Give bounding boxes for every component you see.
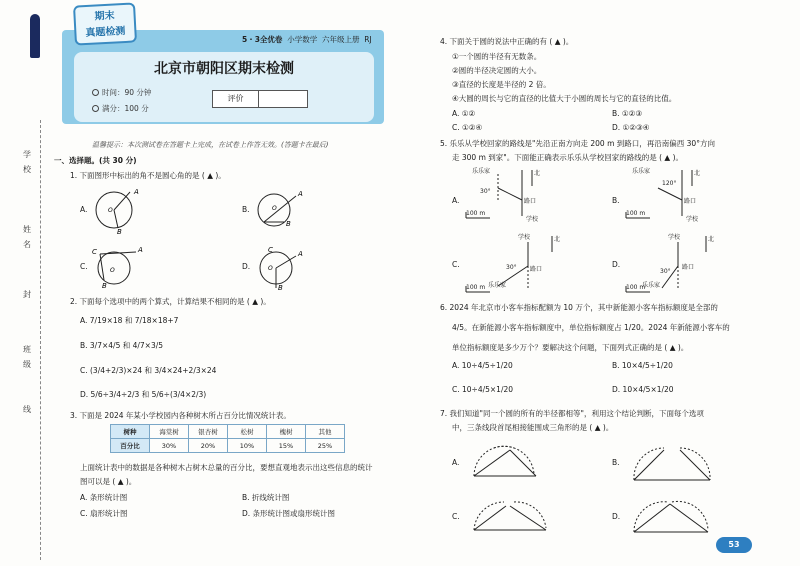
svg-text:B: B xyxy=(278,284,283,290)
binding-label: 班 xyxy=(23,345,31,354)
binding-cut-line xyxy=(40,120,41,560)
label-north: 北 xyxy=(554,236,561,243)
table-cell: 15% xyxy=(267,439,306,453)
label-home: 乐乐家 xyxy=(472,168,491,175)
label-angle: 30° xyxy=(480,188,491,195)
q2-option-c[interactable]: C. (3/4+2/3)×24 和 3/4×24+2/3×24 xyxy=(80,366,217,375)
exam-time xyxy=(92,87,151,98)
table-row xyxy=(111,439,345,453)
binding-label: 封 xyxy=(23,290,31,299)
svg-text:A: A xyxy=(138,246,143,254)
svg-text:C: C xyxy=(92,248,97,256)
q2-option-d[interactable]: D. 5/6÷3/4÷2/3 和 5/6÷(3/4×2/3) xyxy=(80,390,207,399)
q4-statement-4: ④大圆的周长与它的直径的比值大于小圆的周长与它的直径的比值。 xyxy=(452,94,677,103)
q2-option-b[interactable]: B. 3/7×4/5 和 4/7×3/5 xyxy=(80,341,164,350)
table-cell: 其他 xyxy=(306,425,345,439)
full-score xyxy=(92,103,149,114)
label-scale: 100 m xyxy=(626,284,646,291)
check-icon xyxy=(92,105,99,112)
binding-label: 级 xyxy=(23,360,31,369)
svg-text:A: A xyxy=(134,188,139,196)
svg-text:B: B xyxy=(117,228,122,234)
q3-option-a[interactable]: A. 条形统计图 xyxy=(80,493,128,502)
exam-type-tag xyxy=(73,2,137,45)
q3-text-1: 上面统计表中的数据是各种树木占树木总量的百分比，要想直观地表示出这些信息的统计 xyxy=(80,463,373,472)
q6-option-d[interactable]: D. 10×4/5×1/20 xyxy=(612,385,674,394)
label-north: 北 xyxy=(708,236,715,243)
warm-tip: 温馨提示：本次测试卷在答题卡上完成，在试卷上作答无效。(答题卡在最后) xyxy=(92,141,329,149)
question-2: 2. 下面每个选项中的两个算式，计算结果不相同的是 ( ▲ )。 xyxy=(70,297,271,306)
question-3: 3. 下面是 2024 年某小学校园内各种树木所占百分比情况统计表。 xyxy=(70,411,291,420)
q1-figure-a xyxy=(90,186,150,234)
q5-map-c xyxy=(462,232,582,294)
label-road: 路口 xyxy=(682,264,695,271)
time-text: 时间：90 分钟 xyxy=(102,88,152,97)
q4-option-d[interactable]: D. ①②③④ xyxy=(612,123,650,132)
page-title: 北京市朝阳区期末检测 xyxy=(154,61,294,77)
q5-option-b[interactable]: B. xyxy=(612,196,620,205)
binding-label: 名 xyxy=(23,240,31,249)
question-7-line1: 7. 我们知道"同一个圆的所有的半径都相等"，利用这个结论判断，下面每个选项 xyxy=(440,409,704,418)
label-road: 路口 xyxy=(530,266,543,273)
q4-option-b[interactable]: B. ①②③ xyxy=(612,109,643,118)
q3-option-c[interactable]: C. 扇形统计图 xyxy=(80,509,128,518)
rocket-icon xyxy=(30,14,40,58)
label-angle: 30° xyxy=(506,264,517,271)
q1-option-d[interactable]: D. xyxy=(242,262,251,271)
svg-text:O: O xyxy=(108,207,113,214)
q5-option-d[interactable]: D. xyxy=(612,260,621,269)
binding-label: 校 xyxy=(23,165,31,174)
q1-option-b[interactable]: B. xyxy=(242,205,250,214)
subject: 小学数学 xyxy=(287,35,318,44)
question-5-line2: 走 300 m 到家"。下面能正确表示乐乐从学校回家的路线的是 ( ▲ )。 xyxy=(452,153,683,162)
question-6-line2: 4/5。在新能源小客车指标额度中，单位指标额度占 1/20。2024 年新能源小客车的 xyxy=(452,323,730,332)
label-school: 学校 xyxy=(686,216,699,223)
binding-margin xyxy=(0,0,52,566)
q3-option-d[interactable]: D. 条形统计图或扇形统计图 xyxy=(242,509,336,518)
svg-text:A: A xyxy=(298,250,303,258)
table-cell: 百分比 xyxy=(111,439,150,453)
binding-label: 姓 xyxy=(23,225,31,234)
table-cell: 20% xyxy=(189,439,228,453)
q5-map-a xyxy=(462,166,582,226)
q7-option-a[interactable]: A. xyxy=(452,458,460,467)
q5-map-d xyxy=(622,232,742,294)
score-box[interactable] xyxy=(212,90,308,108)
q7-figure-b xyxy=(624,440,734,490)
table-cell: 树种 xyxy=(111,425,150,439)
question-1: 1. 下面图形中标出的角不是圆心角的是 ( ▲ )。 xyxy=(70,171,226,180)
q1-figure-d xyxy=(252,244,312,290)
grade: 六年级上册 xyxy=(322,35,360,44)
q4-statement-2: ②圆的半径决定圆的大小。 xyxy=(452,66,542,75)
table-cell: 海棠树 xyxy=(150,425,189,439)
label-road: 路口 xyxy=(524,198,537,205)
q7-figure-a xyxy=(464,440,574,490)
question-5-line1: 5. 乐乐从学校回家的路线是"先沿正南方向走 200 m 到路口，再沿南偏西 30°方向 xyxy=(440,139,715,148)
svg-text:A: A xyxy=(298,190,303,198)
table-cell: 银杏树 xyxy=(189,425,228,439)
binding-label: 线 xyxy=(23,405,31,414)
score-text: 满分：100 分 xyxy=(102,104,149,113)
label-north: 北 xyxy=(694,170,701,177)
tag-line2: 真题检测 xyxy=(85,25,126,40)
table-cell: 30% xyxy=(150,439,189,453)
q7-figure-c xyxy=(464,496,574,546)
label-home: 乐乐家 xyxy=(632,168,651,175)
label-scale: 100 m xyxy=(466,284,486,291)
svg-text:O: O xyxy=(272,205,277,212)
label-home: 乐乐家 xyxy=(642,282,661,289)
question-7-line2: 中，三条线段首尾相接能围成三角形的是 ( ▲ )。 xyxy=(452,423,614,432)
q3-text-2: 图可以是 ( ▲ )。 xyxy=(80,477,137,486)
q4-statement-1: ①一个圆的半径有无数条。 xyxy=(452,52,542,61)
label-school: 学校 xyxy=(518,234,531,241)
svg-text:C: C xyxy=(268,246,273,254)
svg-text:O: O xyxy=(110,267,115,274)
clock-icon xyxy=(92,89,99,96)
section-title: 一、选择题。(共 30 分) xyxy=(54,156,137,165)
table-header-row xyxy=(111,425,345,439)
q7-option-c[interactable]: C. xyxy=(452,512,460,521)
label-angle: 120° xyxy=(662,180,677,187)
svg-text:B: B xyxy=(102,282,107,290)
q3-option-b[interactable]: B. 折线统计图 xyxy=(242,493,290,502)
edition: RJ xyxy=(364,35,372,44)
binding-label: 学 xyxy=(23,150,31,159)
q1-figure-b xyxy=(252,186,312,234)
label-scale: 100 m xyxy=(626,210,646,217)
label-school: 学校 xyxy=(526,216,539,223)
label-scale: 100 m xyxy=(466,210,486,217)
q1-option-c[interactable]: C. xyxy=(80,262,88,271)
label-home: 乐乐家 xyxy=(488,282,507,289)
table-cell: 25% xyxy=(306,439,345,453)
q1-figure-c xyxy=(90,244,150,290)
label-school: 学校 xyxy=(668,234,681,241)
q2-option-a[interactable]: A. 7/19×18 和 7/18×18+7 xyxy=(80,316,179,325)
table-cell: 槐树 xyxy=(267,425,306,439)
q4-option-a[interactable]: A. ①② xyxy=(452,109,476,118)
svg-text:B: B xyxy=(286,220,291,228)
q7-option-d[interactable]: D. xyxy=(612,512,621,521)
q6-option-a[interactable]: A. 10÷4/5÷1/20 xyxy=(452,361,513,370)
table-cell: 松树 xyxy=(228,425,267,439)
series-name: 5・3全优卷 xyxy=(242,35,283,44)
q4-option-c[interactable]: C. ①②④ xyxy=(452,123,483,132)
q1-option-a[interactable]: A. xyxy=(80,205,88,214)
table-cell: 10% xyxy=(228,439,267,453)
page-number: 53 xyxy=(716,537,752,553)
q6-option-c[interactable]: C. 10÷4/5×1/20 xyxy=(452,385,514,394)
question-6-line3: 单位指标额度是多少万个？要解决这个问题，下面列式正确的是 ( ▲ )。 xyxy=(452,343,689,352)
q6-option-b[interactable]: B. 10×4/5÷1/20 xyxy=(612,361,673,370)
svg-text:O: O xyxy=(268,265,273,272)
tag-line1: 期末 xyxy=(94,10,115,23)
q5-option-a[interactable]: A. xyxy=(452,196,460,205)
label-angle: 30° xyxy=(660,268,671,275)
label-north: 北 xyxy=(534,170,541,177)
question-4: 4. 下面关于圆的说法中正确的有 ( ▲ )。 xyxy=(440,37,574,46)
q5-map-b xyxy=(622,166,742,226)
question-6-line1: 6. 2024 年北京市小客车指标配额为 10 万个，其中新能源小客车指标额度是全部的 xyxy=(440,303,718,312)
score-label: 评价 xyxy=(213,91,259,107)
tree-percentage-table xyxy=(110,424,345,453)
q7-option-b[interactable]: B. xyxy=(612,458,620,467)
label-road: 路口 xyxy=(684,198,697,205)
q5-option-c[interactable]: C. xyxy=(452,260,460,269)
series-info xyxy=(242,34,372,45)
q4-statement-3: ③直径的长度是半径的 2 倍。 xyxy=(452,80,551,89)
